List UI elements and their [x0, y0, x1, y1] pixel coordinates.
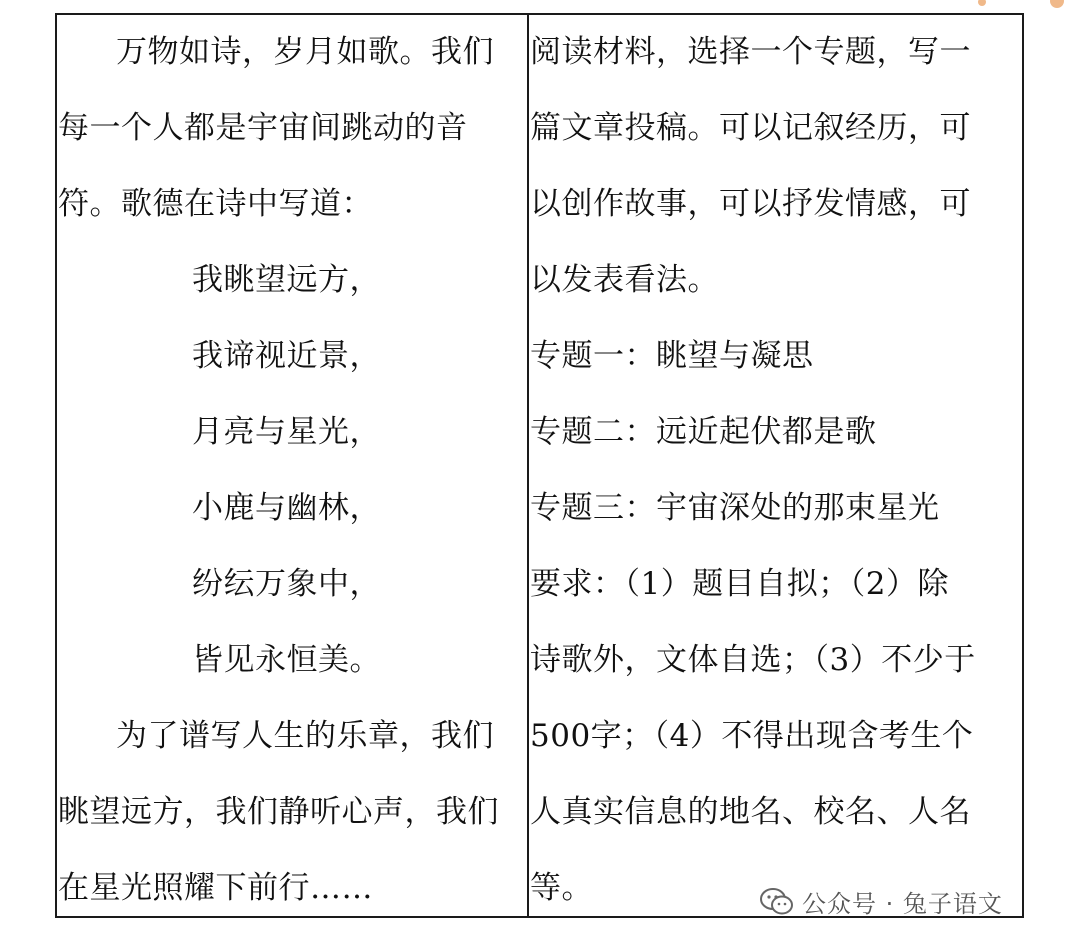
- topic-one: 专题一：眺望与凝思: [530, 338, 814, 374]
- decorative-dot: [1050, 0, 1064, 8]
- watermark-text: 公众号 · 兔子语文: [802, 890, 1003, 918]
- requirement-line: 等。: [530, 870, 593, 906]
- decorative-dot: [978, 0, 986, 6]
- instruction-line: 阅读材料，选择一个专题，写一: [530, 34, 971, 70]
- instruction-line: 篇文章投稿。可以记叙经历，可: [530, 110, 971, 146]
- requirement-line: 要求：（1）题目自拟；（2）除: [530, 566, 949, 602]
- poem-line: 我谛视近景，: [192, 338, 381, 374]
- poem-line: 小鹿与幽林，: [192, 490, 381, 526]
- paragraph-line: 在星光照耀下前行……: [58, 870, 373, 906]
- poem-line: 我眺望远方，: [192, 262, 381, 298]
- paragraph-line: 符。歌德在诗中写道：: [58, 186, 373, 222]
- requirement-line: 诗歌外，文体自选；（3）不少于: [530, 642, 976, 678]
- paragraph-line: 万物如诗，岁月如歌。我们: [116, 34, 494, 70]
- column-divider: [527, 13, 529, 918]
- poem-line: 纷纭万象中，: [192, 566, 381, 602]
- watermark: [760, 884, 1003, 919]
- poem-line: 皆见永恒美。: [192, 642, 381, 678]
- task-column: [530, 14, 1020, 926]
- instruction-line: 以发表看法。: [530, 262, 719, 298]
- material-column: [58, 14, 526, 926]
- wechat-icon: [760, 888, 794, 916]
- paragraph-line: 每一个人都是宇宙间跳动的音: [58, 110, 468, 146]
- topic-two: 专题二：远近起伏都是歌: [530, 414, 877, 450]
- paragraph-line: 眺望远方，我们静听心声，我们: [58, 794, 499, 830]
- poem-line: 月亮与星光，: [192, 414, 381, 450]
- topic-three: 专题三：宇宙深处的那束星光: [530, 490, 940, 526]
- paragraph-line: 为了谱写人生的乐章，我们: [116, 718, 494, 754]
- requirement-line: 500字；（4）不得出现含考生个: [530, 718, 974, 754]
- requirement-line: 人真实信息的地名、校名、人名: [530, 794, 971, 830]
- instruction-line: 以创作故事，可以抒发情感，可: [530, 186, 971, 222]
